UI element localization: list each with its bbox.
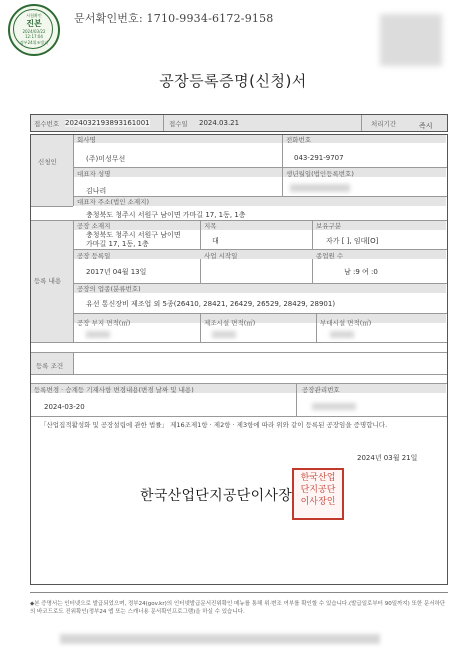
registration-label: 등록 내용 xyxy=(34,277,62,285)
factory-address-line2: 가마길 17, 1동, 1층 xyxy=(86,240,149,248)
document-number: 문서확인번호: 1710-9934-6172-9158 xyxy=(74,12,274,25)
redacted-aux-area xyxy=(330,331,354,338)
applicant-label-cell xyxy=(31,135,73,206)
land-type: 대 xyxy=(212,237,219,245)
authenticity-seal xyxy=(8,4,60,56)
redacted-site-area xyxy=(86,331,110,338)
address: 충청북도 청주시 서원구 남이면 가마길 17, 1동, 1층 xyxy=(86,211,246,219)
certification-statement: 「산업집적활성화 및 공장설립에 관한 법률」 제16조제1항 · 제2항 · 제3항에 따라 위와 같이 등록된 공장임을 증명합니다. xyxy=(40,421,388,429)
issue-date: 2024년 03월 21일 xyxy=(357,454,418,462)
page-title: 공장등록증명(신청)서 xyxy=(159,72,307,90)
processing-period: 즉시 xyxy=(419,122,433,130)
address-label: 대표자 주소(법인 소재지) xyxy=(77,198,149,206)
auxiliary-area-label: 부대시설 면적(㎡) xyxy=(320,319,372,327)
receipt-date: 2024.03.21 xyxy=(199,119,240,127)
site-area-label: 공장 부지 면적(㎡) xyxy=(77,319,131,327)
industry: 유선 통신장비 제조업 외 5종(26410, 28421, 26429, 26529, 28429, 28901) xyxy=(86,300,336,308)
redacted-barcode xyxy=(380,14,442,66)
processing-period-label: 처리기간 xyxy=(371,120,397,128)
applicant-label: 신청인 xyxy=(38,158,57,166)
footer-notice: ◆본 증명서는 인터넷으로 발급되었으며, 정부24(gov.kr)의 인터넷발급문서진위확인 메뉴를 통해 위·변조 여부를 확인할 수 있습니다.(발급일로부터 90일까지) 또한 문서하단의 바코드로도 진위확인(정부24 앱 또는 스캐너용 문서확인프로그램)을 하실 수 있습니다. xyxy=(30,601,446,615)
manufacturing-area-label: 제조시설 면적(㎡) xyxy=(204,319,256,327)
seal-main-text: 진본 xyxy=(26,19,42,28)
change-date: 2024-03-20 xyxy=(44,403,85,411)
representative-name: 김나리 xyxy=(86,187,107,195)
representative-label: 대표자 성명 xyxy=(77,170,111,178)
changes-label: 등록변경 · 승계등 기재사항 변경내용(변경 날짜 및 내용) xyxy=(34,386,194,394)
factory-address-line1: 충청북도 청주시 서원구 남이면 xyxy=(86,231,181,239)
receipt-row xyxy=(30,114,448,132)
ownership-label: 보유구분 xyxy=(316,222,342,230)
redacted-birth xyxy=(290,184,350,192)
management-number-label: 공장관리번호 xyxy=(302,386,340,394)
issuer-name: 한국산업단지공단이사장 xyxy=(140,488,293,504)
birth-label: 생년월일(법인등록번호) xyxy=(286,170,354,178)
ownership: 자가 [ ], 임대[O] xyxy=(326,237,379,245)
factory-address-label: 공장 소재지 xyxy=(77,222,111,230)
redacted-mfg-area xyxy=(212,331,236,338)
registration-date: 2017년 04월 13일 xyxy=(86,268,147,276)
seal-top-text: 시험확인 xyxy=(26,13,42,18)
company-name: (주)미성무선 xyxy=(86,155,126,163)
phone-label: 전화번호 xyxy=(286,136,312,144)
receipt-number: 20240321938931610​01 xyxy=(65,119,150,127)
receipt-number-label: 접수번호 xyxy=(34,120,60,128)
company-label: 회사명 xyxy=(77,136,96,144)
receipt-date-label: 접수일 xyxy=(169,120,188,128)
business-start-label: 사업 시작일 xyxy=(204,252,238,260)
redacted-management-number xyxy=(312,403,356,410)
seal-bottom-text: 정부24위조방지 xyxy=(19,40,49,45)
seal-date: 2024/03/22 xyxy=(22,29,46,34)
seal-time: 12:17:04 xyxy=(25,34,43,39)
phone-number: 043-291-9707 xyxy=(294,154,344,162)
land-type-label: 지목 xyxy=(204,222,217,230)
redacted-barcode-footer xyxy=(60,634,380,644)
conditions-label: 등록 조건 xyxy=(36,362,64,370)
registration-date-label: 공장 등록일 xyxy=(77,252,111,260)
employees-label: 종업원 수 xyxy=(316,252,344,260)
employee-count: 남 :9 여 :0 xyxy=(344,268,378,276)
official-seal-stamp: 한국산업 단지공단 이사장인 xyxy=(292,468,344,520)
industry-label: 공장의 업종(분류번호) xyxy=(77,285,141,293)
